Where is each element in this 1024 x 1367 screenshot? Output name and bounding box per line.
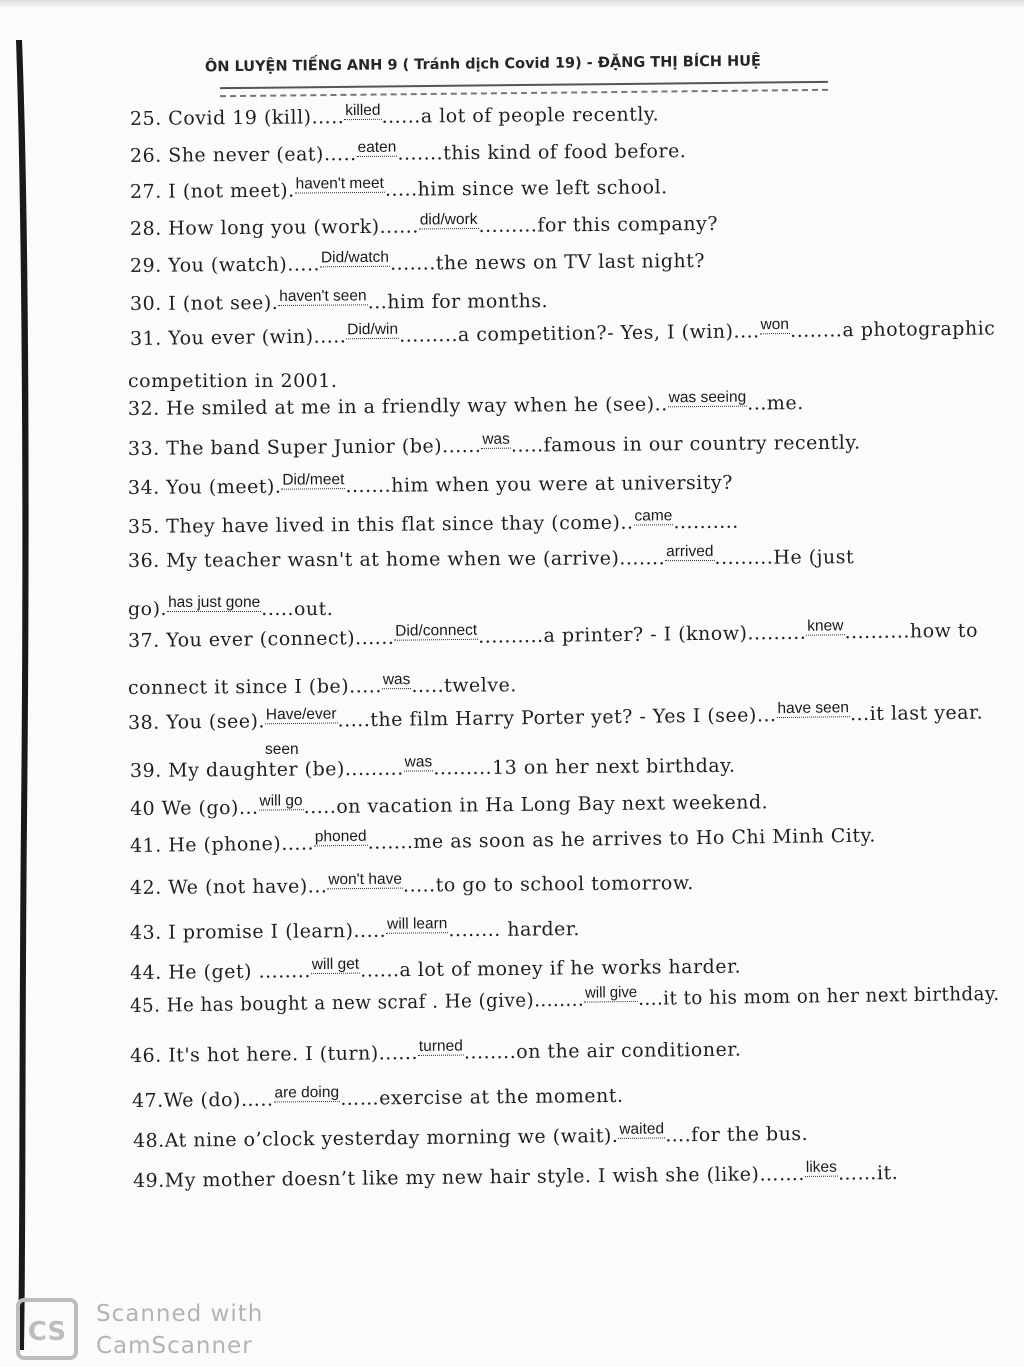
question-text: ...it last year. bbox=[849, 701, 984, 726]
question-text: .........a competition?- Yes, I (win).... bbox=[398, 320, 760, 347]
handwritten-answer: eaten bbox=[357, 138, 397, 157]
handwritten-answer: Did/meet bbox=[282, 471, 345, 489]
question-text: .......the news on TV last night? bbox=[389, 249, 706, 275]
handwritten-answer: won't have bbox=[328, 870, 402, 889]
question-text: .........for this company? bbox=[478, 212, 719, 237]
question-text: .....him since we left school. bbox=[384, 176, 668, 201]
question-text: ...me. bbox=[747, 392, 804, 415]
exercise-line bbox=[132, 1158, 899, 1192]
exercise-line bbox=[127, 388, 804, 420]
question-text: competition in 2001. bbox=[128, 370, 338, 392]
handwritten-answer: has just gone bbox=[168, 594, 261, 611]
handwritten-answer: killed bbox=[345, 101, 381, 120]
question-text: connect it since I (be)..... bbox=[127, 675, 382, 699]
question-text: 35. They have lived in this flat since thay (come).. bbox=[127, 511, 634, 538]
watermark-line-1: Scanned with bbox=[96, 1301, 264, 1327]
exercise-line bbox=[127, 671, 517, 699]
handwritten-answer: was bbox=[382, 671, 411, 689]
question-text: ......a lot of money if he works harder. bbox=[360, 955, 742, 982]
question-text: ......a lot of people recently. bbox=[381, 103, 660, 128]
exercise-line bbox=[130, 317, 996, 350]
question-text: .........13 on her next birthday. bbox=[433, 754, 736, 780]
exercise-line bbox=[130, 103, 659, 130]
question-text: ..........a printer? - I (know)......... bbox=[478, 621, 807, 648]
question-text: 49.My mother doesn’t like my new hair style. I wish she (like)……. bbox=[132, 1162, 806, 1192]
handwritten-answer: Have/ever bbox=[265, 705, 337, 724]
handwritten-answer: arrived bbox=[666, 542, 714, 561]
question-text: 33. The band Super Junior (be)...... bbox=[127, 434, 482, 460]
question-text: ..........how to bbox=[844, 619, 979, 644]
question-text: ...him for months. bbox=[367, 290, 549, 314]
handwritten-answer: will learn bbox=[387, 915, 448, 933]
exercise-line bbox=[128, 594, 334, 620]
handwritten-answer: waited bbox=[619, 1120, 665, 1138]
question-text: .....the film Harry Porter yet? - Yes I (see)... bbox=[337, 704, 777, 732]
camscanner-logo bbox=[16, 1298, 78, 1360]
question-text: ........ harder. bbox=[448, 918, 581, 942]
handwritten-answer: will get bbox=[311, 955, 360, 974]
page-title: ÔN LUYỆN TIẾNG ANH 9 ( Tránh dịch Covid 19) - ĐẶNG THỊ BÍCH HUỆ bbox=[204, 53, 761, 76]
question-text: ........a photographic bbox=[789, 317, 996, 342]
handwritten-answer: turned bbox=[418, 1037, 463, 1055]
question-text: go). bbox=[128, 598, 168, 620]
question-text: 42. We (not have)... bbox=[129, 875, 328, 899]
exercise-line bbox=[130, 791, 768, 820]
svg-text:CS: CS bbox=[27, 1317, 67, 1347]
exercise-line bbox=[129, 287, 549, 315]
handwritten-answer: have seen bbox=[777, 699, 850, 718]
question-text: ……it. bbox=[837, 1161, 899, 1185]
question-text: 31. You ever (win)..... bbox=[129, 325, 347, 350]
handwritten-answer: was seeing bbox=[668, 388, 747, 407]
question-text: 25. Covid 19 (kill)..... bbox=[129, 106, 345, 130]
question-text: ........on the air conditioner. bbox=[463, 1038, 742, 1064]
exercise-line bbox=[132, 1085, 624, 1112]
exercise-line bbox=[130, 872, 694, 899]
handwritten-answer: likes bbox=[805, 1158, 837, 1176]
question-text: 48.At nine o’clock yesterday morning we (wait). bbox=[132, 1124, 619, 1152]
exercise-line bbox=[130, 983, 1000, 1017]
exercise-line bbox=[130, 176, 668, 203]
exercise-line bbox=[127, 699, 984, 734]
question-text: 47.We (do)….. bbox=[131, 1088, 274, 1112]
question-text: ….for the bus. bbox=[665, 1122, 809, 1147]
question-text: 29. You (watch)..... bbox=[129, 253, 321, 277]
question-text: .........He (just bbox=[714, 546, 855, 569]
question-text: 41. He (phone)..... bbox=[129, 832, 315, 857]
question-text: .....famous in our country recently. bbox=[510, 431, 861, 457]
question-text: .......him when you were at university? bbox=[345, 471, 733, 498]
scanner-watermark bbox=[96, 1298, 263, 1362]
watermark-line-2: CamScanner bbox=[96, 1333, 253, 1359]
exercise-line bbox=[130, 1039, 742, 1067]
handwritten-answer: will go bbox=[259, 792, 303, 810]
exercise-line bbox=[130, 825, 876, 857]
page-top-edge bbox=[0, 0, 1024, 8]
question-text: 37. You ever (connect)...... bbox=[127, 626, 395, 652]
question-text: .......me as soon as he arrives to Ho Chi Minh City. bbox=[367, 824, 876, 854]
exercise-line bbox=[129, 915, 581, 944]
handwritten-answer: are doing bbox=[274, 1083, 340, 1102]
question-text: 40 We (go)... bbox=[129, 796, 259, 820]
exercise-line bbox=[127, 542, 855, 572]
handwritten-answer: was bbox=[404, 753, 433, 771]
exercise-line bbox=[128, 370, 337, 392]
handwritten-answer: Did/watch bbox=[320, 248, 390, 267]
question-text: 38. You (see). bbox=[127, 710, 266, 734]
title-underline bbox=[220, 81, 828, 97]
exercise-line bbox=[127, 617, 979, 652]
handwritten-answer: haven't meet bbox=[295, 174, 384, 193]
exercise-line bbox=[127, 507, 739, 538]
handwritten-answer: haven't seen bbox=[279, 287, 367, 305]
handwritten-answer: did/work bbox=[419, 210, 478, 229]
handwritten-answer: was bbox=[482, 430, 510, 448]
answer-continuation: seen bbox=[265, 741, 299, 758]
question-text: 26. She never (eat)..... bbox=[129, 143, 357, 167]
question-text: .....twelve. bbox=[411, 674, 517, 698]
scan-edge-shadow bbox=[12, 20, 30, 1360]
question-text: ....it to his mom on her next birthday. bbox=[637, 982, 1000, 1010]
question-text: 43. I promise I (learn)..... bbox=[129, 919, 387, 944]
question-text: .......... bbox=[673, 510, 739, 534]
exercise-line bbox=[130, 755, 736, 782]
question-text: 27. I (not meet). bbox=[129, 179, 295, 203]
question-text: 36. My teacher wasn't at home when we (arrive)....... bbox=[127, 547, 666, 572]
question-text: 46. It's hot here. I (turn)...... bbox=[129, 1041, 419, 1067]
question-text: ……exercise at the moment. bbox=[340, 1084, 624, 1110]
question-text: .....out. bbox=[261, 598, 334, 620]
exercise-line bbox=[128, 472, 733, 499]
question-text: 39. My daughter (be)......... bbox=[129, 757, 404, 782]
question-text: 34. You (meet). bbox=[127, 475, 282, 499]
exercise-line bbox=[130, 140, 686, 167]
handwritten-answer: knew bbox=[807, 617, 844, 635]
handwritten-answer: will give bbox=[584, 983, 638, 1002]
question-text: 32. He smiled at me in a friendly way when he (see).. bbox=[127, 393, 668, 420]
exercise-line bbox=[128, 432, 861, 460]
question-text: 45. He has bought a new scraf . He (give)........ bbox=[129, 988, 585, 1017]
question-text: .....on vacation in Ha Long Bay next weekend. bbox=[303, 791, 769, 819]
handwritten-answer: won bbox=[760, 315, 790, 334]
handwritten-answer: came bbox=[634, 507, 673, 525]
exercise-line bbox=[130, 250, 705, 277]
question-text: 44. He (get) ........ bbox=[129, 960, 311, 984]
exercise-line bbox=[130, 956, 741, 984]
question-text: .......this kind of food before. bbox=[397, 140, 687, 165]
question-text: 28. How long you (work)...... bbox=[129, 215, 419, 240]
question-text: 30. I (not see). bbox=[129, 291, 279, 315]
question-text: .....to go to school tomorrow. bbox=[402, 872, 694, 897]
handwritten-answer: phoned bbox=[314, 827, 367, 846]
handwritten-answer: Did/connect bbox=[395, 621, 478, 640]
handwritten-answer: Did/win bbox=[347, 320, 399, 339]
exercise-line bbox=[132, 1120, 809, 1152]
exercise-line bbox=[129, 210, 719, 240]
